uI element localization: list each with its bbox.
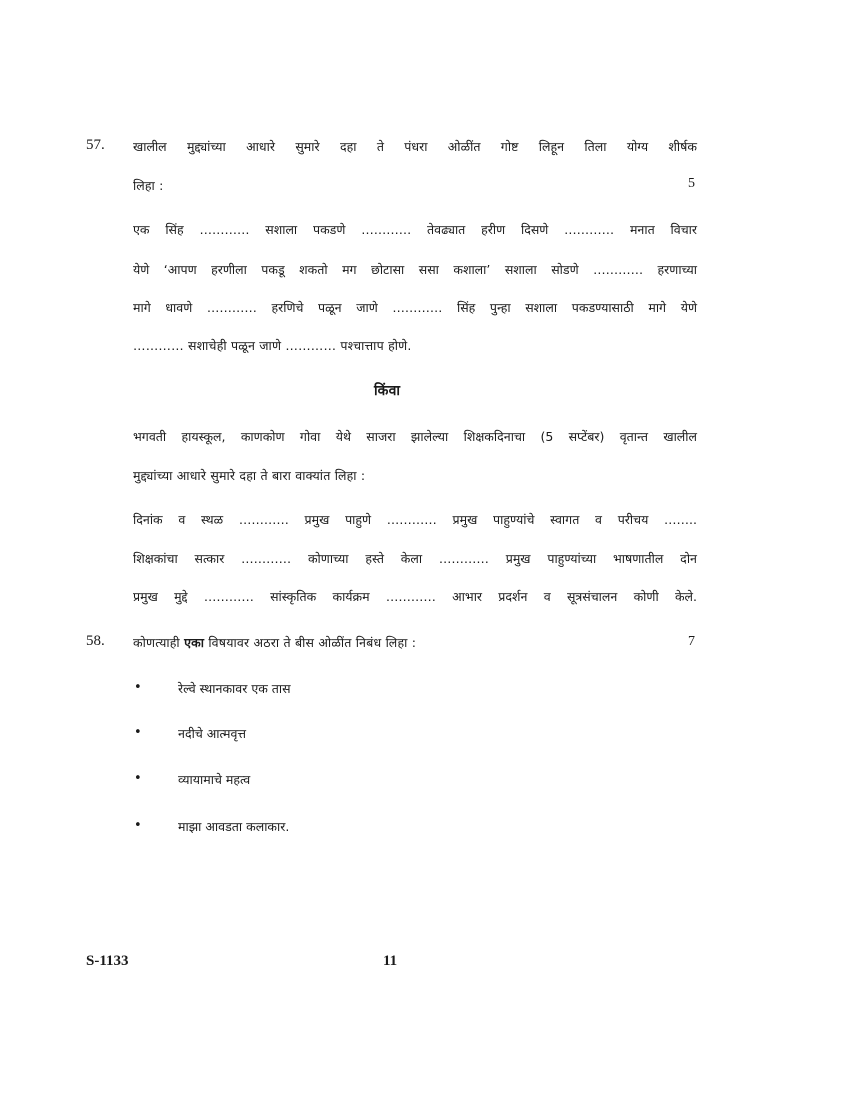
essay-topic: रेल्वे स्थानकावर एक तास bbox=[178, 681, 291, 696]
story-point-line: ………… सशाचेही पळून जाणे ………… पश्चात्ताप होणे. bbox=[133, 338, 412, 353]
essay-topic: माझा आवडता कलाकार. bbox=[178, 819, 290, 834]
essay-topic: व्यायामाचे महत्व bbox=[178, 772, 251, 787]
alt-point-line: दिनांक व स्थळ ………… प्रमुख पाहुणे ………… प्रमुख पाहुण्यांचे स्वागत व परीचय …….. bbox=[133, 512, 697, 527]
bullet-icon: • bbox=[134, 818, 142, 833]
question-58-prompt-emphasis: एका bbox=[184, 635, 205, 650]
paper-code: S-1133 bbox=[86, 953, 129, 969]
story-point-line: मागे धावणे ………… हरणिचे पळून जाणे ………… सिंह पुन्हा सशाला पकडण्यासाठी मागे येणे bbox=[133, 300, 697, 315]
question-58-prompt bbox=[133, 634, 416, 651]
alt-prompt-line: भगवती हायस्कूल, काणकोण गोवा येथे साजरा झालेल्या शिक्षकदिनाचा (5 सप्टेंबर) वृतान्त खालील bbox=[133, 429, 697, 444]
essay-topic: नदीचे आत्मवृत्त bbox=[178, 726, 247, 741]
story-point-line: एक सिंह ………… सशाला पकडणे ………… तेवढ्यात हरीण दिसणे ………… मनात विचार bbox=[133, 222, 697, 237]
question-57-marks: 5 bbox=[688, 176, 695, 191]
story-point-line: येणे ‘आपण हरणीला पकडू शकतो मग छोटासा ससा कशाला’ सशाला सोडणे ………… हरणाच्या bbox=[133, 262, 697, 277]
question-58-number: 58. bbox=[86, 633, 105, 649]
or-label: किंवा bbox=[374, 383, 401, 399]
question-58-prompt-before: कोणत्याही bbox=[133, 635, 180, 650]
bullet-icon: • bbox=[134, 771, 142, 786]
question-58-marks: 7 bbox=[688, 634, 695, 649]
bullet-icon: • bbox=[134, 725, 142, 740]
alt-point-line: प्रमुख मुद्दे ………… सांस्कृतिक कार्यक्रम ………… आभार प्रदर्शन व सूत्रसंचालन कोणी केले. bbox=[133, 589, 697, 604]
alt-point-line: शिक्षकांचा सत्कार ………… कोणाच्या हस्ते केला ………… प्रमुख पाहुण्यांच्या भाषणातील दोन bbox=[133, 551, 697, 566]
question-57-prompt-line1: खालील मुद्द्यांच्या आधारे सुमारे दहा ते पंधरा ओळींत गोष्ट लिहून तिला योग्य शीर्षक bbox=[133, 139, 697, 154]
question-58-prompt-after: विषयावर अठरा ते बीस ओळींत निबंध लिहा : bbox=[208, 635, 417, 650]
page-number: 11 bbox=[383, 953, 398, 969]
bullet-icon: • bbox=[134, 680, 142, 695]
question-57-prompt-line2: लिहा : bbox=[133, 178, 164, 193]
question-57-number: 57. bbox=[86, 137, 105, 153]
alt-prompt-line: मुद्द्यांच्या आधारे सुमारे दहा ते बारा वाक्यांत लिहा : bbox=[133, 468, 366, 483]
